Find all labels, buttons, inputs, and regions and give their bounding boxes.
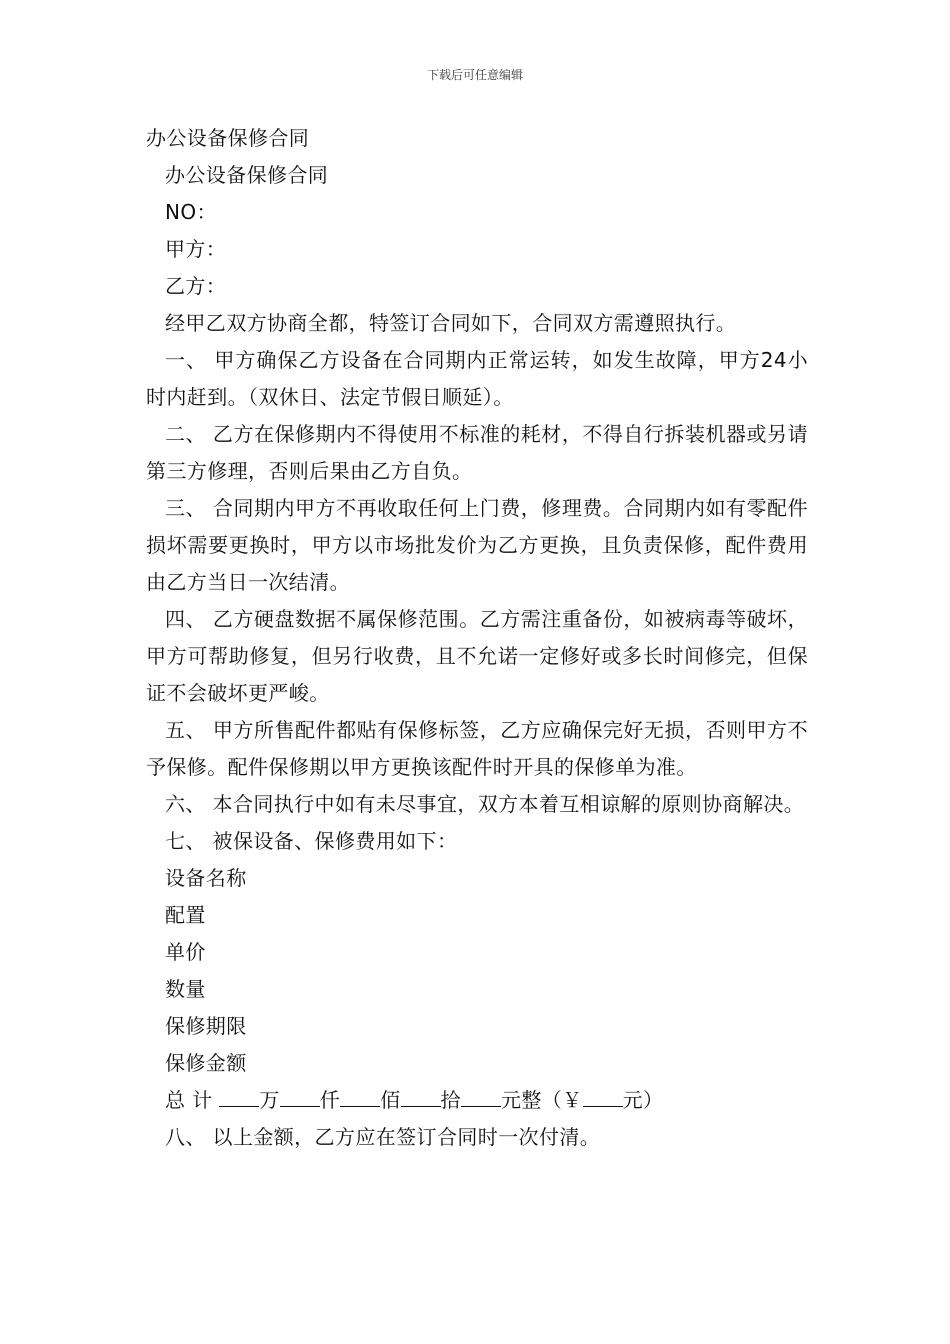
unit-yuan-zheng: 元整（￥ xyxy=(500,1088,583,1112)
document-title: 办公设备保修合同 xyxy=(146,126,310,150)
contract-body xyxy=(146,120,808,1156)
field-quantity: 数量 xyxy=(165,977,206,1001)
header-note: 下载后可任意编辑 xyxy=(426,68,523,82)
intro-paragraph: 经甲乙双方协商全都，特签订合同如下，合同双方需遵照执行。 xyxy=(165,311,737,335)
blank-qian[interactable] xyxy=(280,1084,320,1107)
party-b-label: 乙方： xyxy=(165,274,227,298)
clause-6: 六、 本合同执行中如有未尽事宜，双方本着互相谅解的原则协商解决。 xyxy=(165,792,805,816)
contract-number-label: NO： xyxy=(165,200,217,224)
clause-1: 一、 甲方确保乙方设备在合同期内正常运转，如发生故障，甲方24小时内赶到。（双休日、法定节假日顺延）。 xyxy=(146,348,808,409)
blank-wan[interactable] xyxy=(219,1084,259,1107)
clause-8: 八、 以上金额，乙方应在签订合同时一次付清。 xyxy=(165,1125,601,1149)
total-label: 总 计 xyxy=(165,1088,213,1112)
unit-shi: 拾 xyxy=(440,1088,461,1112)
clause-2: 二、 乙方在保修期内不得使用不标准的耗材，不得自行拆装机器或另请第三方修理，否则后果由乙方自负。 xyxy=(146,422,808,483)
blank-shi[interactable] xyxy=(401,1084,441,1107)
clause-7: 七、 被保设备、保修费用如下： xyxy=(165,829,458,853)
total-amount-line xyxy=(146,1082,808,1119)
unit-qian: 仟 xyxy=(319,1088,341,1112)
party-a-label: 甲方： xyxy=(165,237,227,261)
unit-wan: 万 xyxy=(259,1088,280,1112)
unit-bai: 佰 xyxy=(380,1088,401,1112)
field-configuration: 配置 xyxy=(165,903,206,927)
clause-5: 五、 甲方所售配件都贴有保修标签，乙方应确保完好无损，否则甲方不予保修。配件保修期以甲方更换该配件时开具的保修单为准。 xyxy=(146,718,808,779)
unit-yuan-close: 元） xyxy=(622,1088,664,1112)
contract-subtitle: 办公设备保修合同 xyxy=(165,163,329,187)
blank-yuan[interactable] xyxy=(461,1084,501,1107)
blank-yuan-figure[interactable] xyxy=(583,1084,623,1107)
field-equipment-name: 设备名称 xyxy=(165,866,247,890)
blank-bai[interactable] xyxy=(340,1084,380,1107)
clause-3: 三、 合同期内甲方不再收取任何上门费，修理费。合同期内如有零配件损坏需要更换时，甲方以市场批发价为乙方更换，且负责保修，配件费用由乙方当日一次结清。 xyxy=(146,496,808,594)
field-warranty-period: 保修期限 xyxy=(165,1014,247,1038)
clause-4: 四、 乙方硬盘数据不属保修范围。乙方需注重备份，如被病毒等破坏，甲方可帮助修复，但另行收费，且不允诺一定修好或多长时间修完，但保证不会破坏更严峻。 xyxy=(146,607,808,705)
field-unit-price: 单价 xyxy=(165,940,206,964)
field-warranty-amount: 保修金额 xyxy=(165,1051,247,1075)
